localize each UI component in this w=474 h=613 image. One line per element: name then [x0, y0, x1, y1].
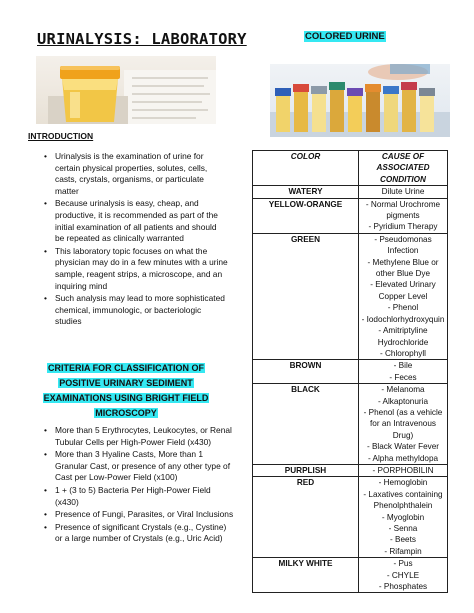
bullet-icon: •	[44, 151, 47, 161]
cause-item: - Normal Urochrome pigments	[365, 199, 441, 221]
cause-item: - Iodochlorhydroxyquin	[361, 314, 445, 324]
cause-item: - Alpha methyldopa	[367, 453, 439, 463]
urine-cup-illustration	[36, 56, 216, 124]
bullet-icon: •	[44, 198, 47, 209]
cause-cell	[359, 186, 448, 198]
list-item: • More than 3 Hyaline Casts, More than 1 Granular Cast, or presence of any other type of Cast per Low-Power Field (x100)	[44, 449, 231, 483]
cause-item: - Methylene Blue or other Blue Dye	[367, 257, 439, 279]
cause-item: - Phosphates	[378, 582, 428, 592]
color-cell: BLACK	[253, 384, 359, 465]
bullet-icon: •	[44, 293, 47, 304]
color-cell: PURPLISH	[253, 464, 359, 476]
table-row	[253, 384, 448, 465]
cause-item: - Chlorophyll	[380, 348, 426, 358]
test-tubes-illustration	[270, 64, 450, 137]
list-item: • Presence of significant Crystals (e.g., Cystine) or a large number of Crystals (e.g., Uric Acid)	[44, 521, 227, 544]
list-item: • Because urinalysis is easy, cheap, and productive, it is recommended as part of the initial examination of all patients and should be repeated as clinically warranted	[44, 198, 218, 244]
table-row	[253, 233, 448, 359]
cause-item: - Pyridium Therapy	[368, 222, 438, 232]
page-title: URINALYSIS: LABORATORY	[37, 30, 247, 48]
list-item: • This laboratory topic focuses on what the physician may do in a few minutes with a urine sample, reagent strips, a microscope, and an inquiring mind	[44, 245, 228, 291]
cause-item: - Hemoglobin	[378, 478, 428, 488]
table-body	[253, 186, 448, 593]
color-cell: RED	[253, 477, 359, 558]
cause-item: - Laxatives containing Phenolphthalein	[363, 489, 443, 511]
table-header-row	[253, 151, 448, 186]
urine-sample-photo	[36, 56, 216, 124]
bullet-icon: •	[44, 521, 47, 532]
cause-item: - Melanoma	[381, 385, 425, 395]
cause-item: - Pseudomonas Infection	[374, 234, 432, 256]
cause-item: - Phenol	[387, 303, 419, 313]
cause-item: - Rifampin	[384, 546, 422, 556]
table-row	[253, 198, 448, 233]
table-row	[253, 558, 448, 593]
cause-cell	[359, 360, 448, 384]
cause-item: - CHYLE	[386, 570, 420, 580]
color-cell: WATERY	[253, 186, 359, 198]
introduction-list	[38, 151, 228, 329]
cause-item: - PORPHOBILIN	[372, 465, 434, 475]
column-header-color: COLOR	[253, 151, 359, 186]
cause-item: - Alkaptonuria	[377, 396, 429, 406]
bullet-icon: •	[44, 484, 47, 495]
table-row	[253, 360, 448, 384]
urine-tubes-photo	[270, 64, 450, 137]
color-cell: BROWN	[253, 360, 359, 384]
table-row	[253, 186, 448, 198]
urine-color-table	[252, 150, 448, 593]
cause-cell	[359, 477, 448, 558]
cause-item: - Bile	[393, 361, 413, 371]
cause-item: - Elevated Urinary Copper Level	[370, 280, 436, 301]
color-cell: YELLOW-ORANGE	[253, 198, 359, 233]
colored-urine-heading: COLORED URINE	[305, 31, 385, 42]
table-row	[253, 477, 448, 558]
color-cell: GREEN	[253, 233, 359, 359]
cause-cell	[359, 233, 448, 359]
cause-item: - Myoglobin	[381, 512, 425, 522]
color-cell: MILKY WHITE	[253, 558, 359, 593]
bullet-icon: •	[44, 449, 47, 460]
cause-item: - Black Water Fever	[366, 442, 440, 452]
cause-item: - Senna	[388, 524, 418, 533]
bullet-icon: •	[44, 425, 47, 435]
list-item: • More than 5 Erythrocytes, Leukocytes, or Renal Tubular Cells per High-Power Field (x430)	[44, 425, 232, 447]
list-item: • Such analysis may lead to more sophisticated chemical, immunologic, or bacteriologic studies	[44, 293, 225, 327]
cause-cell	[359, 384, 448, 465]
cause-cell	[359, 198, 448, 233]
cause-cell	[359, 464, 448, 476]
bullet-icon: •	[44, 245, 47, 256]
list-item: • Presence of Fungi, Parasites, or Viral Inclusions	[44, 509, 234, 520]
cause-item: - Pus	[393, 559, 413, 569]
list-item: • Urinalysis is the examination of urine for certain physical properties, solutes, cells, casts, crystals, organisms, or particulate matter	[44, 151, 208, 196]
criteria-heading: CRITERIA FOR CLASSIFICATION OF POSITIVE URINARY SEDIMENT EXAMINATIONS USING BRIGHT FIELD MICROSCOPY	[43, 363, 209, 418]
cause-item: - Phenol (as a vehicle for an Intravenous Drug)	[363, 407, 443, 440]
cause-item: - Beets	[390, 535, 416, 545]
cause-item: Dilute Urine	[381, 187, 425, 197]
criteria-list	[38, 425, 234, 546]
column-header-cause: CAUSE OF ASSOCIATED CONDITION	[359, 151, 448, 186]
cause-item: - Feces	[389, 372, 417, 382]
bullet-icon: •	[44, 509, 47, 520]
list-item: • 1 + (3 to 5) Bacteria Per High-Power Field (x430)	[44, 484, 211, 507]
cause-cell	[359, 558, 448, 593]
cause-item: - Amitriptyline Hydrochloride	[377, 326, 429, 347]
introduction-heading: INTRODUCTION	[28, 131, 94, 141]
table-row	[253, 464, 448, 476]
